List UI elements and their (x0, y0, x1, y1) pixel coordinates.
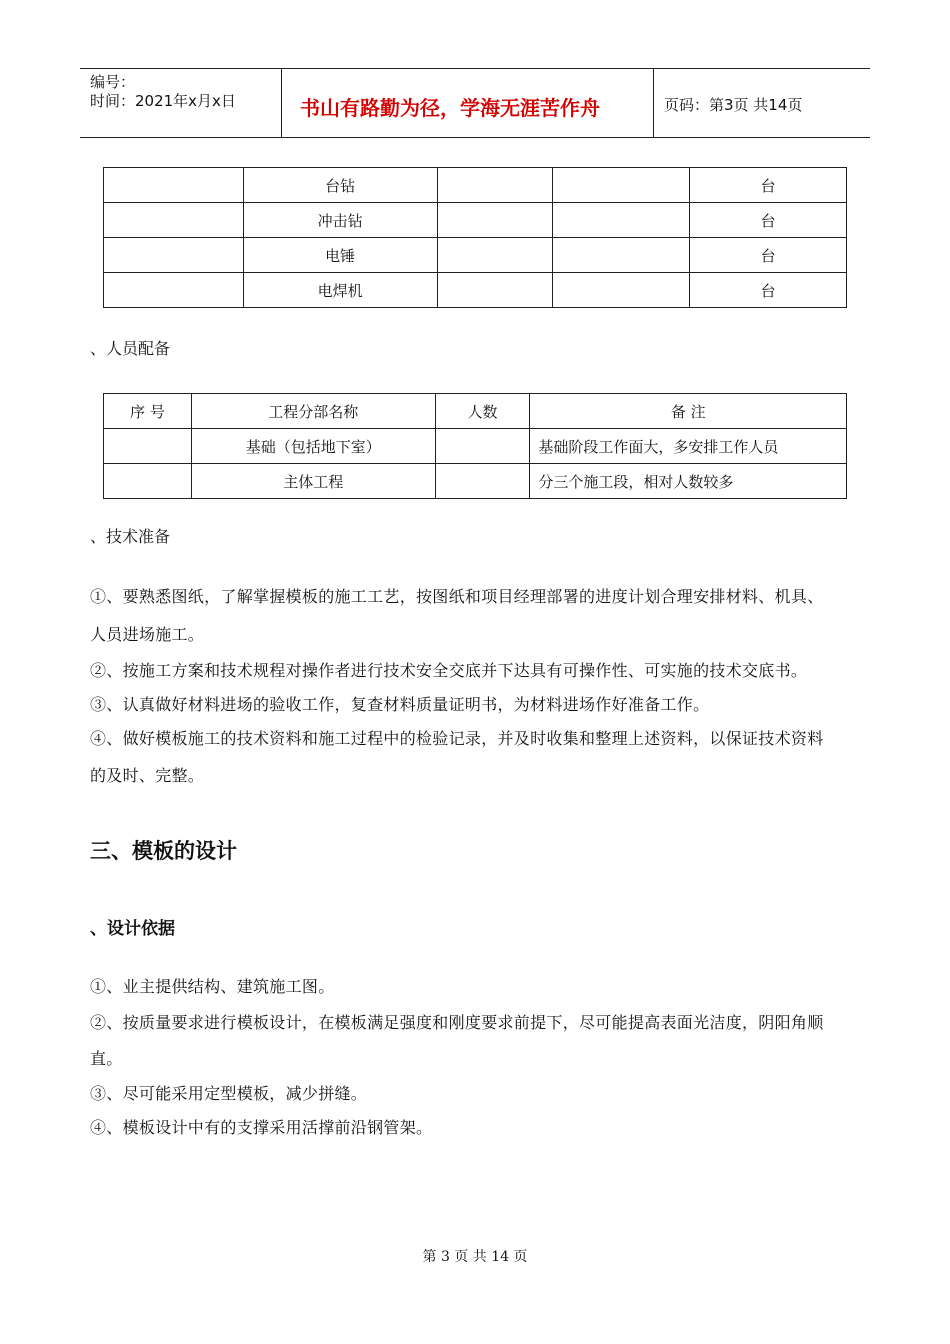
table-row (104, 238, 847, 273)
division-name: 主体工程 (191, 464, 435, 499)
equipment-name: 冲击钻 (243, 203, 437, 238)
page-footer: 第 3 页 共 14 页 (422, 1249, 528, 1265)
division-note: 分三个施工段，相对人数较多 (530, 464, 847, 499)
doc-date-label: 时间：2021年x月x日 (90, 92, 236, 110)
equipment-unit: 台 (690, 203, 847, 238)
paragraph-line: ②、按质量要求进行模板设计，在模板满足强度和刚度要求前提下，尽可能提高表面光洁度，阴阳角顺 (90, 1013, 824, 1032)
table-row (104, 429, 847, 464)
section-title: 三、模板的设计 (90, 839, 237, 863)
paragraph-line: 直。 (90, 1049, 123, 1068)
design-basis-heading: 、设计依据 (90, 919, 175, 939)
paragraph-line: ①、要熟悉图纸，了解掌握模板的施工工艺，按图纸和项目经理部署的进度计划合理安排材料、机具、 (90, 587, 824, 606)
paragraph-line: ①、业主提供结构、建筑施工图。 (90, 977, 335, 996)
equipment-name: 电焊机 (243, 273, 437, 308)
paragraph-line: 的及时、完整。 (90, 766, 205, 785)
column-header: 工程分部名称 (191, 394, 435, 429)
header-page-info: 页码：第3页 共14页 (664, 96, 803, 114)
paragraph-line: ③、认真做好材料进场的验收工作，复查材料质量证明书，为材料进场作好准备工作。 (90, 695, 710, 714)
paragraph-line: ②、按施工方案和技术规程对操作者进行技术安全交底并下达具有可操作性、可实施的技术交底书。 (90, 661, 808, 680)
equipment-table (103, 167, 847, 308)
equipment-name: 电锤 (243, 238, 437, 273)
division-name: 基础（包括地下室） (191, 429, 435, 464)
paragraph-line: 人员进场施工。 (90, 625, 205, 644)
paragraph-line: ④、做好模板施工的技术资料和施工过程中的检验记录，并及时收集和整理上述资料，以保证技术资料 (90, 729, 824, 748)
table-row (104, 168, 847, 203)
table-row (104, 273, 847, 308)
equipment-name: 台钻 (243, 168, 437, 203)
column-header: 人数 (435, 394, 530, 429)
paragraph-line: ④、模板设计中有的支撑采用活撑前沿钢管架。 (90, 1118, 433, 1137)
staffing-table (103, 393, 847, 499)
tech-prep-heading: 、技术准备 (90, 527, 171, 546)
equipment-unit: 台 (690, 273, 847, 308)
header-motto: 书山有路勤为径，学海无涯苦作舟 (300, 96, 600, 120)
column-header: 序 号 (104, 394, 192, 429)
staffing-heading: 、人员配备 (90, 339, 171, 358)
table-row (104, 464, 847, 499)
doc-number-label: 编号： (90, 73, 136, 91)
table-header-row (104, 394, 847, 429)
division-note: 基础阶段工作面大，多安排工作人员 (530, 429, 847, 464)
table-row (104, 203, 847, 238)
equipment-unit: 台 (690, 168, 847, 203)
equipment-unit: 台 (690, 238, 847, 273)
paragraph-line: ③、尽可能采用定型模板，减少拼缝。 (90, 1084, 368, 1103)
column-header: 备 注 (530, 394, 847, 429)
header-divider (653, 69, 654, 137)
header-divider (281, 69, 282, 137)
